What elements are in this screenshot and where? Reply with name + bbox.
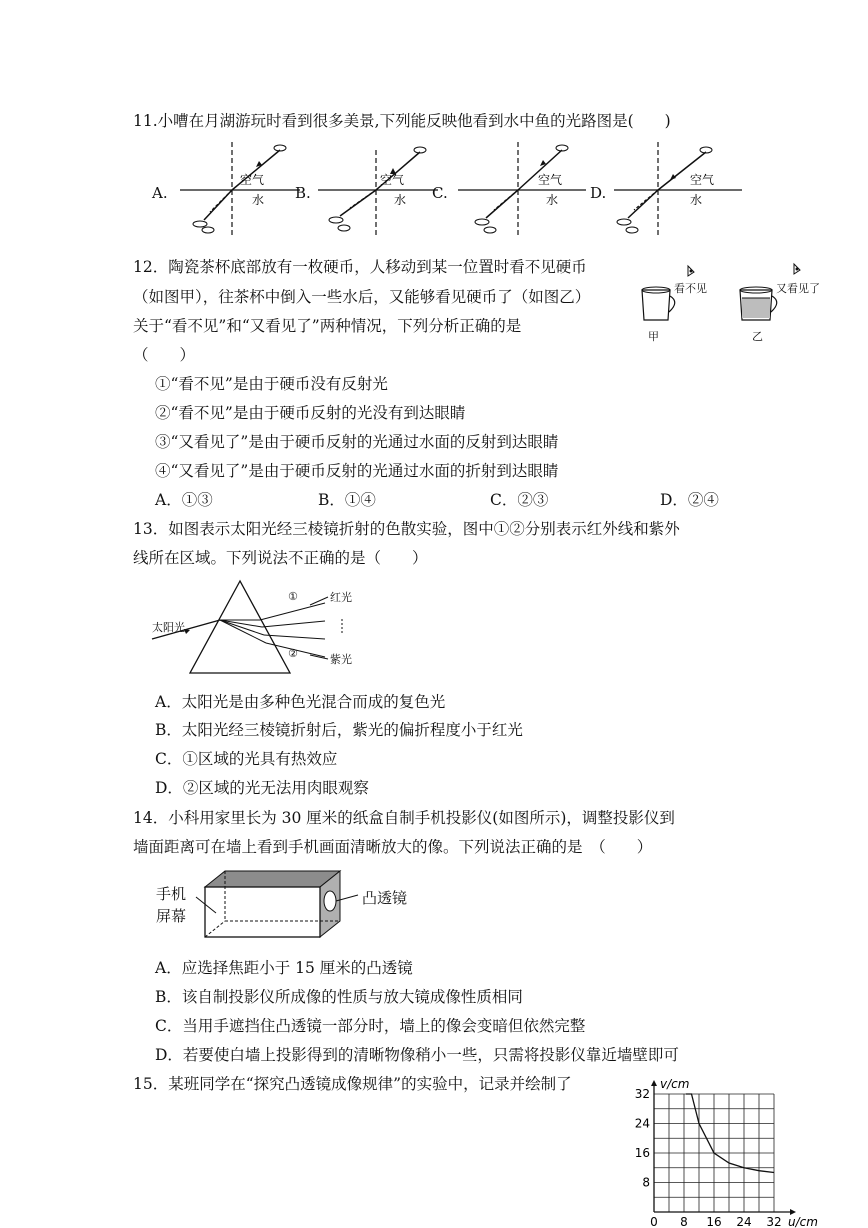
svg-text:水: 水 (394, 193, 407, 207)
q11-diagram-d (606, 140, 746, 240)
q14-label-phone-1: 手机 (156, 885, 187, 903)
q15-uv-chart (630, 1070, 845, 1228)
svg-text:空气: 空气 (690, 173, 715, 187)
q14-line1: 14．小科用家里长为 30 厘米的纸盒自制手机投影仪(如图所示)，调整投影仪到 (133, 809, 675, 827)
svg-text:空气: 空气 (538, 173, 563, 187)
q13-line1: 13．如图表示太阳光经三棱镜折射的色散实验，图中①②分别表示红外线和紫外 (133, 520, 680, 538)
q11-option-c-label: C. (432, 184, 448, 202)
svg-text:水: 水 (252, 193, 265, 207)
q14-option-c: C．当用手遮挡住凸透镜一部分时，墙上的像会变暗但依然完整 (155, 1017, 586, 1035)
q12-label-see-again: 又看见了 (776, 282, 820, 295)
q13-label-sun: 太阳光 (152, 621, 185, 634)
q12-label-yi: 乙 (752, 330, 763, 343)
svg-text:水: 水 (690, 193, 703, 207)
q13-label-region-2: ② (288, 647, 298, 660)
q13-label-violet: 紫光 (330, 653, 352, 666)
q12-choice-d: D．②④ (660, 491, 719, 509)
chart-y-label: v/cm (660, 1077, 690, 1091)
q12-choice-c: C．②③ (490, 491, 549, 509)
q13-option-c: C．①区域的光具有热效应 (155, 750, 338, 768)
q14-projector-figure (150, 865, 440, 945)
x-tick-label: 24 (736, 1215, 752, 1228)
y-tick-label: 24 (634, 1116, 650, 1131)
q13-label-region-1: ① (288, 590, 298, 603)
q12-item-2: ②“看不见”是由于硬币反射的光没有到达眼睛 (155, 404, 466, 422)
q12-line1: 12．陶瓷茶杯底部放有一枚硬币，人移动到某一位置时看不见硬币 (133, 258, 587, 276)
svg-text:水: 水 (546, 193, 559, 207)
q11-option-a-label: A. (152, 184, 168, 202)
q13-line2: 线所在区域。下列说法不正确的是（ ） (133, 549, 428, 567)
y-tick-label: 16 (634, 1146, 650, 1160)
q14-label-phone-2: 屏幕 (156, 907, 187, 925)
q14-line2: 墙面距离可在墙上看到手机画面清晰放大的像。下列说法正确的是 （ ） (133, 838, 653, 856)
svg-text:空气: 空气 (380, 173, 405, 187)
q14-option-a: A．应选择焦距小于 15 厘米的凸透镜 (155, 959, 413, 977)
q12-item-4: ④“又看见了”是由于硬币反射的光通过水面的折射到达眼睛 (155, 462, 559, 480)
y-axis-arrow (651, 1080, 657, 1086)
q12-item-3: ③“又看见了”是由于硬币反射的光通过水面的反射到达眼睛 (155, 433, 559, 451)
q12-label-cant-see: 看不见 (674, 282, 707, 295)
q13-option-b: B．太阳光经三棱镜折射后，紫光的偏折程度小于红光 (155, 721, 523, 739)
q15-line1: 15．某班同学在“探究凸透镜成像规律”的实验中，记录并绘制了 (133, 1075, 572, 1093)
q13-label-red: 红光 (330, 591, 352, 604)
svg-text:空气: 空气 (240, 173, 265, 187)
x-tick-label: 16 (706, 1215, 722, 1228)
x-tick-label: 0 (650, 1215, 658, 1228)
q12-figure (636, 258, 836, 344)
q14-label-lens: 凸透镜 (362, 889, 408, 907)
x-tick-label: 8 (680, 1215, 688, 1228)
q11-stem: 11.小嘈在月湖游玩时看到很多美景,下列能反映他看到水中鱼的光路图是( ) (133, 112, 671, 130)
q13-option-d: D．②区域的光无法用肉眼观察 (155, 779, 369, 797)
q12-line4: （ ） (133, 346, 196, 364)
q13-option-a: A．太阳光是由多种色光混合而成的复色光 (155, 693, 446, 711)
q14-option-b: B．该自制投影仪所成像的性质与放大镜成像性质相同 (155, 988, 523, 1006)
y-tick-label: 32 (634, 1087, 650, 1101)
q13-prism-figure (150, 575, 370, 685)
q12-choice-a: A．①③ (155, 491, 213, 509)
q14-option-d: D．若要使白墙上投影得到的清晰物像稍小一些，只需将投影仪靠近墙壁即可 (155, 1046, 679, 1064)
q12-item-1: ①“看不见”是由于硬币没有反射光 (155, 375, 388, 393)
q11-diagram-a (172, 140, 302, 240)
q11-diagram-c (450, 140, 590, 240)
chart-x-label: u/cm (788, 1215, 818, 1228)
q11-diagram-b (310, 140, 440, 240)
q11-figures (150, 140, 840, 240)
q12-choice-b: B．①④ (318, 491, 376, 509)
chart-tick-labels (635, 1087, 782, 1228)
q12-label-jia: 甲 (648, 330, 659, 343)
q11-option-d-label: D. (590, 184, 607, 202)
y-tick-label: 8 (642, 1175, 650, 1190)
x-tick-label: 32 (766, 1215, 782, 1228)
q12-line3: 关于“看不见”和“又看见了”两种情况，下列分析正确的是 (133, 317, 522, 335)
q12-line2: （如图甲），往茶杯中倒入一些水后，又能够看见硬币了（如图乙） (133, 288, 591, 306)
q11-option-b-label: B. (295, 184, 311, 202)
